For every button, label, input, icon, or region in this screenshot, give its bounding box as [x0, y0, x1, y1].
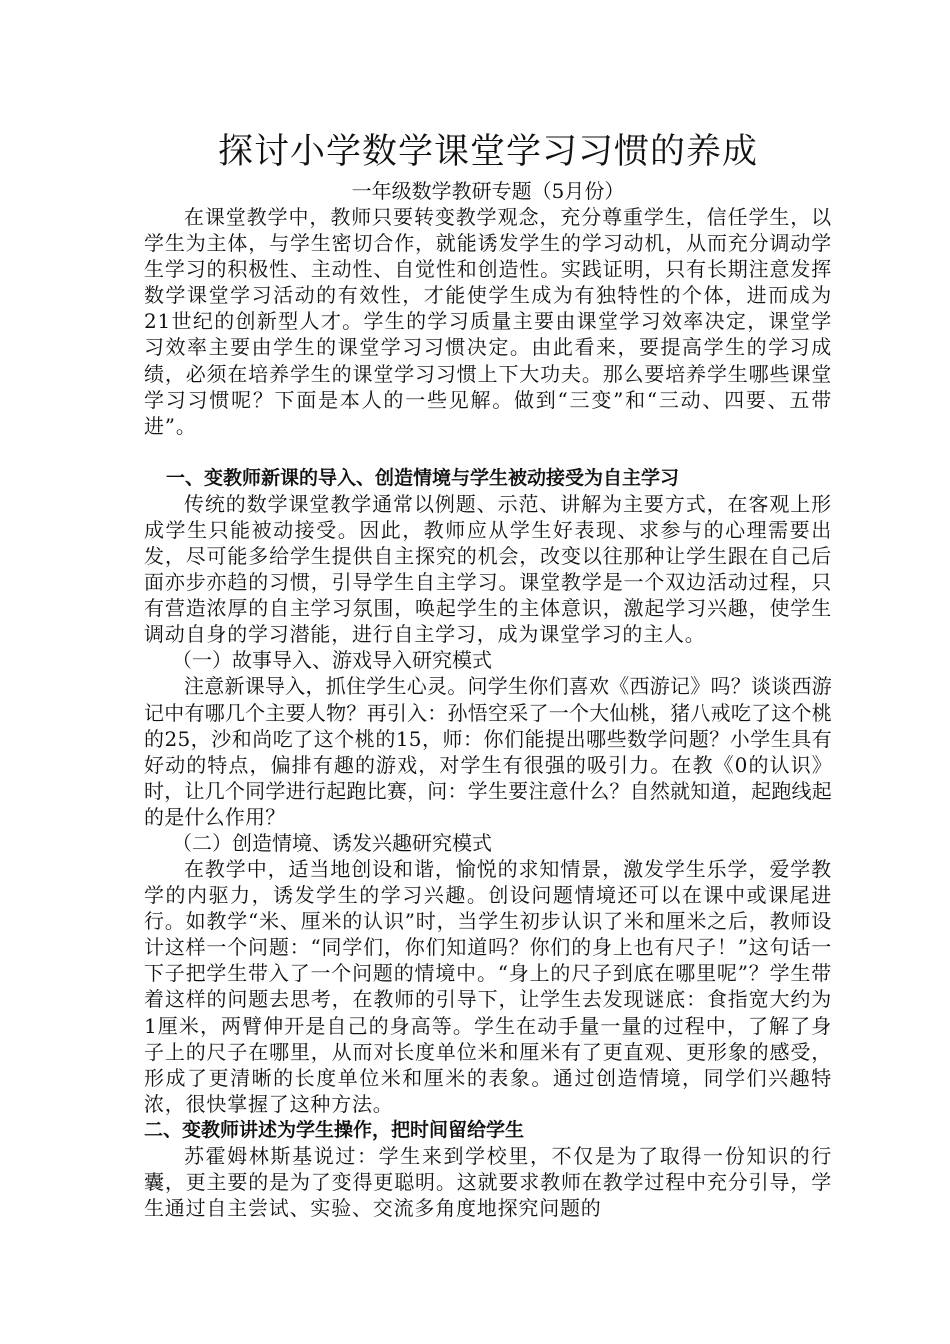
blank-line	[144, 439, 832, 465]
subsection-2-paragraph: 在教学中，适当地创设和谐，愉悦的求知情景，激发学生乐学，爱学教学的内驱力，诱发学生的学习兴趣。创设问题情境还可以在课中或课尾进行。如教学“米、厘米的认识”时，当学生初步认识了米和厘米之后，教师设计这样一个问题：“同学们，你们知道吗？你们的身上也有尺子！”这句话一下子把学生带入了一个问题的情境中。“身上的尺子到底在哪里呢”？学生带着这样的问题去思考，在教师的引导下，让学生去发现谜底：食指宽大约为1厘米，两臂伸开是自己的身高等。学生在动手量一量的过程中，了解了身子上的尺子在哪里，从而对长度单位米和厘米有了更直观、更形象的感受，形成了更清晰的长度单位米和厘米的表象。通过创造情境，同学们兴趣特浓，很快掌握了这种方法。	[144, 856, 832, 1116]
section-2-paragraph: 苏霍姆林斯基说过：学生来到学校里，不仅是为了取得一份知识的行囊，更主要的是为了变得更聪明。这就要求教师在教学过程中充分引导，学生通过自主尝试、实验、交流多角度地探究问题的	[144, 1143, 832, 1221]
subsection-1-paragraph: 注意新课导入，抓住学生心灵。问学生你们喜欢《西游记》吗？谈谈西游记中有哪几个主要人物？再引入：孙悟空采了一个大仙桃，猪八戒吃了这个桃的25，沙和尚吃了这个桃的15，师：你们能提出哪些数学问题？小学生具有好动的特点，偏排有趣的游戏，对学生有很强的吸引力。在教《0的认识》时，让几个同学进行起跑比赛，问：学生要注意什么？自然就知道，起跑线起的是什么作用？	[144, 674, 832, 829]
document-title: 探讨小学数学课堂学习习惯的养成	[217, 132, 758, 172]
intro-paragraph: 在课堂教学中，教师只要转变教学观念，充分尊重学生，信任学生，以学生为主体，与学生密切合作，就能诱发学生的学习动机，从而充分调动学生学习的积极性、主动性、自觉性和创造性。实践证明，只有长期注意发挥数学课堂学习活动的有效性，才能使学生成为有独特性的个体，进而成为21世纪的创新型人才。学生的学习质量主要由课堂学习效率决定，课堂学习效率主要由学生的课堂学习习惯决定。由此看来，要提高学生的学习成绩，必须在培养学生的课堂学习习惯上下大功夫。那么要培养学生哪些课堂学习习惯呢？下面是本人的一些见解。做到“三变”和“三动、四要、五带进”。	[144, 205, 832, 438]
section-2-heading: 二、变教师讲述为学生操作，把时间留给学生	[144, 1118, 525, 1141]
document-subtitle: 一年级数学教研专题（5月份）	[351, 179, 625, 203]
section-1-paragraph: 传统的数学课堂教学通常以例题、示范、讲解为主要方式，在客观上形成学生只能被动接受。因此，教师应从学生好表现、求参与的心理需要出发，尽可能多给学生提供自主探究的机会，改变以往那种让学生跟在自己后面亦步亦趋的习惯，引导学生自主学习。课堂教学是一个双边活动过程，只有营造浓厚的自主学习氛围，唤起学生的主体意识，激起学习兴趣，使学生调动自身的学习潜能，进行自主学习，成为课堂学习的主人。	[144, 491, 832, 647]
subsection-1-heading: （一）故事导入、游戏导入研究模式	[172, 648, 492, 673]
section-1-heading: 一、变教师新课的导入、创造情境与学生被动接受为自主学习	[166, 466, 680, 489]
document-page	[144, 128, 832, 1221]
subsection-2-heading: （二）创造情境、诱发兴趣研究模式	[172, 830, 492, 855]
